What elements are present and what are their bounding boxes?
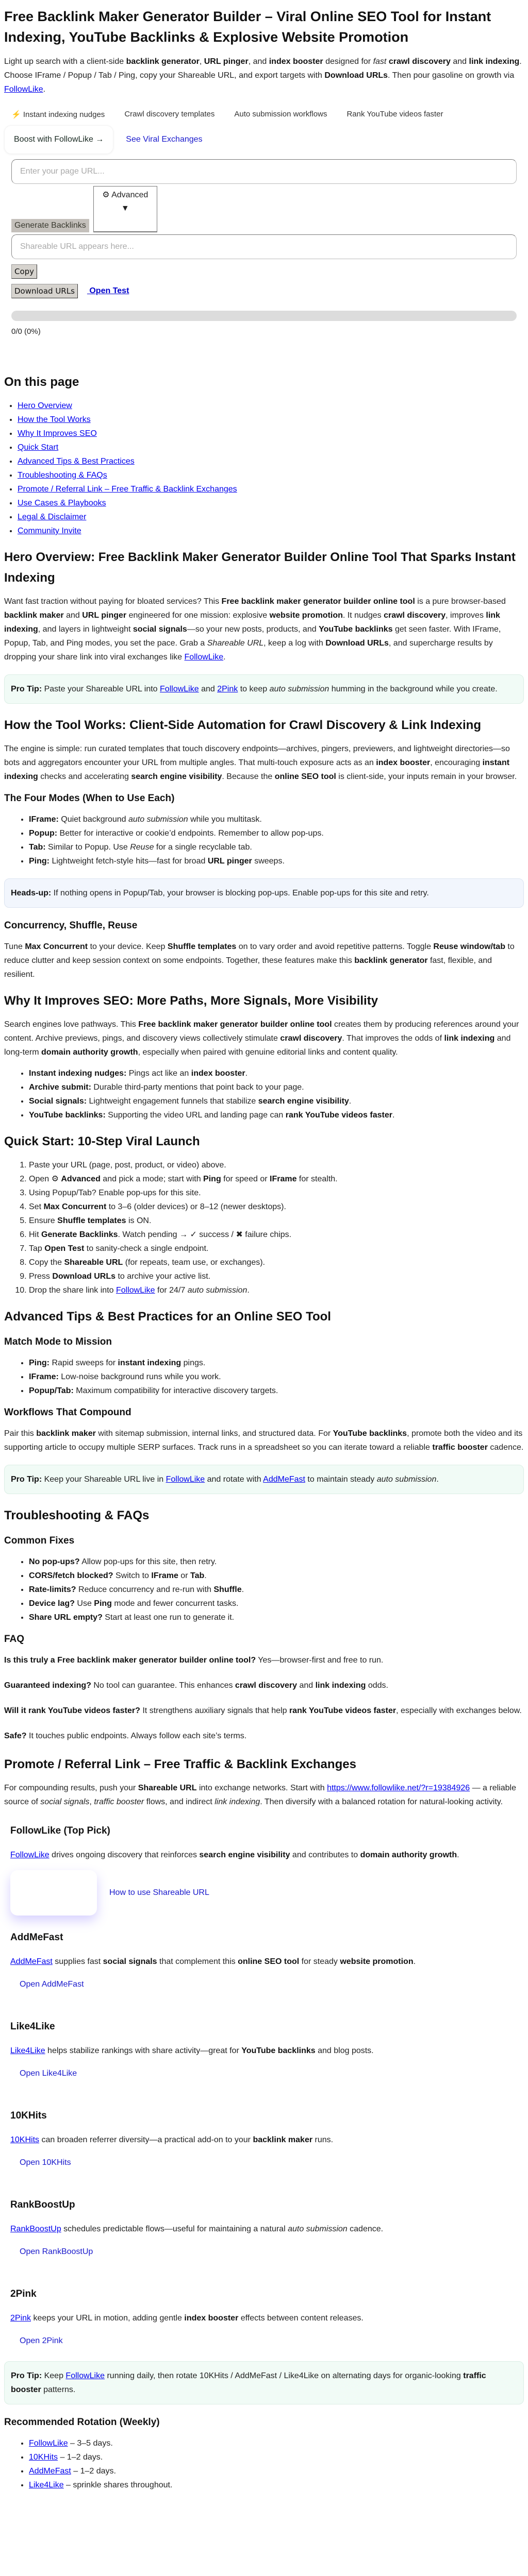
list-item: • Instant indexing nudges: Pings act like an index booster. (29, 1066, 524, 1080)
bold-text: IFrame (151, 1571, 178, 1580)
bold-text: YouTube backlinks (333, 1429, 407, 1438)
generate-backlinks-button[interactable]: Generate Backlinks (11, 219, 89, 232)
bold-text: Social signals: (29, 1097, 87, 1106)
bold-text: Download URLs (52, 1272, 116, 1281)
section-troubleshooting (4, 1505, 524, 1743)
bold-text: link indexing (315, 1681, 366, 1690)
italic-text: social signals (40, 1798, 90, 1806)
section-title: Why It Improves SEO: More Paths, More Signals, More Visibility (4, 994, 378, 1008)
exchange-desc: Like4Like helps stabilize rankings with share activity—great for YouTube backlinks and blog posts. (10, 2046, 374, 2055)
toc-title: On this page (4, 375, 79, 389)
bold-text: Advanced (61, 1175, 101, 1183)
faq-item: Is this truly a Free backlink maker generator builder online tool? Yes—browser-first and free to run. (4, 1656, 384, 1665)
section-title: Troubleshooting & FAQs (4, 1509, 150, 1522)
bold-text: Download URLs (324, 71, 388, 80)
italic-text: Shareable URL (207, 639, 264, 648)
bold-text: link indexing (4, 611, 500, 634)
inline-link[interactable]: FollowLike (184, 653, 224, 662)
inline-link[interactable]: FollowLike (29, 2439, 68, 2448)
copy-row (11, 264, 517, 279)
inline-link[interactable]: Like4Like (10, 2046, 45, 2055)
subsection-title: The Four Modes (When to Use Each) (4, 793, 175, 804)
bold-text: traffic booster (11, 2371, 486, 2394)
italic-text: auto submission (269, 685, 329, 693)
list-item: 1. Paste your URL (page, post, product, or video) above. (29, 1158, 524, 1172)
bold-text: Safe? (4, 1732, 27, 1740)
bold-text: search engine visibility (258, 1097, 349, 1106)
list-item: • Rate-limits? Reduce concurrency and re-run with Shuffle. (29, 1583, 524, 1597)
inline-link[interactable]: https://www.followlike.net/?r=19384926 (327, 1784, 470, 1792)
list-item: • IFrame: Low-noise background runs while you work. (29, 1370, 524, 1384)
list-item: • YouTube backlinks: Supporting the video URL and landing page can rank YouTube videos faster. (29, 1108, 524, 1122)
bold-text: traffic booster (432, 1443, 488, 1452)
subsection-title: FAQ (4, 1634, 25, 1645)
faq-item: Safe? It touches public endpoints. Always follow each site’s terms. (4, 1732, 247, 1740)
section-title: Promote / Referral Link – Free Traffic & Backlink Exchanges (4, 1757, 356, 1771)
list-item: 7. Tap Open Test to sanity-check a single endpoint. (29, 1242, 524, 1256)
bold-text: social signals (133, 625, 187, 634)
bold-text: Shareable URL (64, 1258, 123, 1267)
toc-link-why-improves-seo[interactable]: Why It Improves SEO (18, 429, 97, 438)
bold-text: IFrame: (29, 1372, 59, 1381)
bold-text: Download URLs (325, 639, 389, 648)
bold-text: Will it rank YouTube videos faster? (4, 1706, 140, 1715)
inline-link[interactable]: Like4Like (29, 2481, 64, 2489)
bold-text: Heads-up: (11, 889, 52, 897)
section-body: Want fast traction without paying for bloated services? This Free backlink maker generator builder online tool is a pure browser-based backlink maker and URL pinger engineered for one mission: explosive website promotion. It nudges crawl discovery, improves link indexing, and layers in lightweight social signals—so your new posts, products, and YouTube backlinks get seen faster. With IFrame, Popup, Tab, and Ping modes, you set the pace. Grab a Shareable URL, keep a log with Download URLs, and supercharge results by dropping your share link into viral exchanges like FollowLike. (4, 597, 506, 662)
steps-list (4, 1158, 524, 1297)
list-item: • Popup: Better for interactive or cookie’d endpoints. Remember to allow pop-ups. (29, 826, 524, 840)
bold-text: URL pinger (204, 57, 249, 66)
bold-text: crawl discovery (280, 1034, 342, 1043)
bold-text: Ping (203, 1175, 221, 1183)
bold-text: website promotion (340, 1957, 414, 1966)
list-item: 6. Hit Generate Backlinks. Watch pending → ✓ success / ✖ failure chips. (29, 1228, 524, 1242)
bold-text: website promotion (269, 611, 343, 620)
intro-text: Light up search with a client-side backlink generator, URL pinger, and index booster designed for fast crawl discovery and link indexing. Choose IFrame / Popup / Tab / Ping, copy your Shareable URL, and export targets with Download URLs. Then pour gasoline on growth via FollowLike. (4, 57, 522, 94)
toc-item (18, 468, 524, 482)
section-promote (4, 1754, 524, 2492)
list-item: 5. Ensure Shuffle templates is ON. (29, 1214, 524, 1228)
toc-item (18, 427, 524, 440)
bold-text: Reuse window/tab (433, 942, 505, 951)
bold-text: URL pinger (82, 611, 127, 620)
list-item: • No pop-ups? Allow pop-ups for this site, then retry. (29, 1555, 524, 1569)
toc-item (18, 524, 524, 538)
section-body: Tune Max Concurrent to your device. Keep Shuffle templates on to vary order and avoid repetitive patterns. Toggle Reuse window/tab to reduce clutter and keep session context on some endpoints. Together, these features make this backlink generator fast, flexible, and resilient. (4, 942, 515, 979)
copy-button[interactable]: Copy (11, 264, 37, 279)
bold-text: Free backlink maker generator builder online tool (138, 1020, 332, 1029)
table-of-contents (4, 372, 524, 538)
bold-text: link indexing (444, 1034, 495, 1043)
bold-text: Free backlink maker generator builder online tool (221, 597, 415, 606)
exchange-desc: AddMeFast supplies fast social signals that complement this online SEO tool for steady website promotion. (10, 1957, 416, 1966)
bold-text: Ping (94, 1599, 112, 1608)
bold-text: link indexing (469, 57, 520, 66)
toc-link-use-cases[interactable]: Use Cases & Playbooks (18, 499, 106, 507)
bold-text: backlink generator (354, 956, 428, 965)
gear-icon: ⚙ (102, 191, 110, 199)
list-item: 8. Copy the Shareable URL (for repeats, team use, or exchanges). (29, 1256, 524, 1269)
page-title: Free Backlink Maker Generator Builder – Viral Online SEO Tool for Instant Indexing, YouTube Backlinks & Explosive Website Promotion (4, 9, 491, 45)
section-title: Quick Start: 10-Step Viral Launch (4, 1134, 200, 1148)
open-followlike-button[interactable] (10, 1870, 97, 1916)
exchange-desc: RankBoostUp schedules predictable flows—useful for maintaining a natural auto submission cadence. (10, 2225, 384, 2233)
bold-text: Popup: (29, 829, 58, 838)
advanced-label: Advanced (111, 191, 148, 199)
exchange-desc: 2Pink keeps your URL in motion, adding gentle index booster effects between content releases. (10, 2314, 364, 2323)
bold-text: Popup/Tab: (29, 1386, 74, 1395)
italic-text: auto submission (288, 2225, 348, 2233)
inline-link[interactable]: 2Pink (217, 685, 238, 693)
inline-link[interactable]: 10KHits (29, 2453, 58, 2462)
bold-text: URL pinger (207, 857, 252, 866)
exchange-desc: FollowLike drives ongoing discovery that reinforces search engine visibility and contributes to domain authority growth. (10, 1851, 459, 1859)
exchange-card-like4like (4, 2020, 524, 2094)
list-item: • Ping: Lightweight fetch-style hits—fast for broad URL pinger sweeps. (29, 854, 524, 868)
backlink-tool (4, 159, 524, 336)
bold-text: index booster (376, 758, 431, 767)
exchange-name: 2Pink (10, 2289, 37, 2299)
list-item: • Popup/Tab: Maximum compatibility for interactive discovery targets. (29, 1384, 524, 1398)
bold-text: Shuffle (213, 1585, 242, 1594)
bold-text: online SEO tool (274, 772, 336, 781)
inline-link[interactable]: FollowLike (116, 1286, 155, 1295)
toc-item (18, 440, 524, 454)
bold-text: social signals (103, 1957, 157, 1966)
bold-text: Share URL empty? (29, 1613, 103, 1622)
bold-text: index booster (191, 1069, 245, 1078)
bold-text: IFrame (270, 1175, 297, 1183)
italic-text: auto submission (376, 1475, 437, 1484)
bold-text: YouTube backlinks: (29, 1111, 106, 1120)
list-item: • Ping: Rapid sweeps for instant indexing pings. (29, 1356, 524, 1370)
pro-tip-callout: Pro Tip: Keep FollowLike running daily, then rotate 10KHits / AddMeFast / Like4Like on alternating days for organic-looking traffic booster patterns. (4, 2361, 524, 2404)
how-to-use-shareable-url-link[interactable]: How to use Shareable URL (109, 1888, 209, 1897)
rotation-list (4, 2436, 524, 2492)
cta-row (4, 125, 524, 154)
bold-text: Max Concurrent (43, 1202, 107, 1211)
download-urls-button[interactable]: Download URLs (11, 284, 78, 298)
bold-text: Max Concurrent (25, 942, 88, 951)
exchange-desc: 10KHits can broaden referrer diversity—a practical add-on to your backlink maker runs. (10, 2136, 334, 2144)
bold-text: Shuffle templates (57, 1216, 126, 1225)
bold-text: crawl discovery (235, 1681, 297, 1690)
bold-text: Instant indexing nudges: (29, 1069, 127, 1078)
pro-tip-callout: Pro Tip: Keep your Shareable URL live in FollowLike and rotate with AddMeFast to maintain steady auto submission. (4, 1465, 524, 1494)
chip-crawl-discovery: Crawl discovery templates (124, 110, 215, 118)
list-item: • 10KHits – 1–2 days. (29, 2450, 524, 2464)
exchange-name: AddMeFast (10, 1932, 63, 1943)
list-item: 9. Press Download URLs to archive your active list. (29, 1269, 524, 1283)
faq-item: Guaranteed indexing? No tool can guarantee. This enhances crawl discovery and link indexing odds. (4, 1681, 388, 1690)
heads-up-callout: Heads-up: If nothing opens in Popup/Tab, your browser is blocking pop-ups. Enable pop-ups for this site and retry. (4, 878, 524, 908)
toc-link-community[interactable]: Community Invite (18, 527, 81, 535)
toc-item (18, 510, 524, 524)
section-body: For compounding results, push your Shareable URL into exchange networks. Start with https://www.followlike.net/?r=19384926 — a reliable source of social signals, traffic booster flows, and indirect link indexing. Then diversify with a balanced rotation for natural-looking activity. (4, 1784, 516, 1806)
match-list (4, 1356, 524, 1398)
exchange-name: RankBoostUp (10, 2199, 75, 2210)
benefits-list (4, 1066, 524, 1122)
toc-link-troubleshooting[interactable]: Troubleshooting & FAQs (18, 471, 107, 480)
list-item: 10. Drop the share link into FollowLike for 24/7 auto submission. (29, 1283, 524, 1297)
inline-link[interactable]: 2Pink (10, 2314, 31, 2323)
bold-text: Archive submit: (29, 1083, 91, 1092)
toc-link-promote[interactable]: Promote / Referral Link – Free Traffic & Backlink Exchanges (18, 485, 237, 494)
toc-list (4, 399, 524, 538)
shareable-url-field[interactable] (11, 234, 517, 259)
exchange-actions (10, 1870, 518, 1916)
toc-link-how-tool-works[interactable]: How the Tool Works (18, 415, 91, 424)
inline-link[interactable]: AddMeFast (10, 1957, 53, 1966)
inline-link[interactable]: FollowLike (4, 85, 43, 94)
exchange-name: FollowLike (Top Pick) (10, 1825, 110, 1836)
bold-text: Tab (190, 1571, 205, 1580)
exchange-card-followlike (4, 1824, 524, 1916)
bold-text: Guaranteed indexing? (4, 1681, 91, 1690)
pro-tip-callout: Pro Tip: Paste your Shareable URL into FollowLike and 2Pink to keep auto submission humming in the background while you create. (4, 674, 524, 704)
subsection-title: Common Fixes (4, 1535, 75, 1546)
bold-text: backlink maker (36, 1429, 96, 1438)
bold-text: Generate Backlinks (41, 1230, 118, 1239)
list-item: • Share URL empty? Start at least one run to generate it. (29, 1611, 524, 1624)
italic-text: fast (373, 57, 387, 66)
bold-text: crawl discovery (388, 57, 451, 66)
generate-row (11, 186, 517, 232)
bold-text: backlink maker (253, 2136, 313, 2144)
list-item: 2. Open ⚙ Advanced and pick a mode; start with Ping for speed or IFrame for stealth. (29, 1172, 524, 1186)
list-item: • AddMeFast – 1–2 days. (29, 2464, 524, 2478)
section-advanced-tips (4, 1307, 524, 1494)
section-body: Pair this backlink maker with sitemap submission, internal links, and structured data. For YouTube backlinks, promote both the video and its supporting article to occupy multiple SERP surfaces. Track runs in a spreadsheet so you can iterate toward a reliable traffic booster cadence. (4, 1429, 524, 1452)
bold-text: rank YouTube videos faster (285, 1111, 392, 1120)
see-viral-exchanges-link[interactable]: See Viral Exchanges (126, 135, 203, 144)
exchange-name: 10KHits (10, 2110, 47, 2121)
bold-text: Shuffle templates (167, 942, 237, 951)
bold-text: Ping: (29, 1359, 50, 1367)
italic-text: link indexing (214, 1798, 260, 1806)
bold-text: backlink maker (4, 611, 64, 620)
toc-link-advanced-tips[interactable]: Advanced Tips & Best Practices (18, 457, 135, 466)
bold-text: Ping: (29, 857, 50, 866)
open-10khits-button[interactable]: Open 10KHits (20, 2158, 71, 2167)
section-how-tool-works (4, 715, 524, 981)
boost-followlike-button[interactable]: Boost with FollowLike → (4, 125, 113, 154)
toc-link-legal[interactable]: Legal & Disclaimer (18, 513, 87, 521)
bold-text: domain authority growth (41, 1048, 138, 1057)
list-item: • Archive submit: Durable third-party mentions that point back to your page. (29, 1080, 524, 1094)
list-item: • Tab: Similar to Popup. Use Reuse for a single recyclable tab. (29, 840, 524, 854)
open-addmefast-button[interactable]: Open AddMeFast (20, 1980, 84, 1989)
toc-item (18, 399, 524, 413)
subsection-title: Match Mode to Mission (4, 1336, 112, 1347)
list-item: 3. Using Popup/Tab? Enable pop-ups for this site. (29, 1186, 524, 1200)
inline-link[interactable]: FollowLike (65, 2371, 105, 2380)
bold-text: Pro Tip: (11, 1475, 42, 1484)
bold-text: Is this truly a Free backlink maker generator builder online tool? (4, 1656, 256, 1665)
bold-text: search engine visibility (131, 772, 222, 781)
bold-text: Shareable URL (138, 1784, 197, 1792)
italic-text: auto submission (187, 1286, 248, 1295)
bold-text: crawl discovery (384, 611, 446, 620)
modes-list (4, 812, 524, 868)
section-body: The engine is simple: run curated templates that touch discovery endpoints—archives, pingers, previewers, and lightweight directories—so bots and aggregators encounter your URL from multiple angles. That multi-touch exposure acts as an index booster, encouraging instant indexing checks and accelerating search engine visibility. Because the online SEO tool is client-side, your inputs remain in your browser. (4, 744, 517, 781)
inline-link[interactable]: FollowLike (166, 1475, 205, 1484)
open-like4like-button[interactable]: Open Like4Like (20, 2069, 77, 2078)
section-body: Search engines love pathways. This Free backlink maker generator builder online tool creates them by producing references around your content. Archive previews, pings, and discovery views collectively stimulate crawl discovery. That improves the odds of link indexing and long-term domain authority growth, especially when paired with genuine editorial links and content quality. (4, 1020, 519, 1057)
open-rankboostup-button[interactable]: Open RankBoostUp (20, 2247, 93, 2256)
exchange-card-addmefast (4, 1931, 524, 2005)
subsection-title: Concurrency, Shuffle, Reuse (4, 920, 138, 931)
exchange-card-2pink (4, 2287, 524, 2351)
bold-text: rank YouTube videos faster (289, 1706, 397, 1715)
chip-instant-indexing: ⚡ Instant indexing nudges (11, 110, 105, 119)
toc-link-hero-overview[interactable]: Hero Overview (18, 401, 72, 410)
list-item: • FollowLike – 3–5 days. (29, 2436, 524, 2450)
bold-text: Rate-limits? (29, 1585, 76, 1594)
list-item: • IFrame: Quiet background auto submission while you multitask. (29, 812, 524, 826)
exchange-card-rankboostup (4, 2198, 524, 2272)
bold-text: Pro Tip: (11, 685, 42, 693)
inline-link[interactable]: AddMeFast (263, 1475, 305, 1484)
toc-item (18, 454, 524, 468)
bold-text: YouTube backlinks (241, 2046, 316, 2055)
fixes-list (4, 1555, 524, 1624)
bold-text: IFrame: (29, 815, 59, 824)
bold-text: search engine visibility (199, 1851, 290, 1859)
bold-text: CORS/fetch blocked? (29, 1571, 113, 1580)
bold-text: YouTube backlinks (319, 625, 393, 634)
feature-chips (4, 107, 524, 122)
section-title: Hero Overview: Free Backlink Maker Generator Builder Online Tool That Sparks Instant Indexing (4, 550, 516, 585)
inline-link[interactable]: FollowLike (160, 685, 199, 693)
bold-text: Pro Tip: (11, 2371, 42, 2380)
subsection-title: Recommended Rotation (Weekly) (4, 2417, 160, 2428)
toc-item (18, 496, 524, 510)
blank-spacer (4, 2499, 524, 2576)
bold-text: index booster (269, 57, 323, 66)
inline-link[interactable]: FollowLike (10, 1851, 50, 1859)
italic-text: Reuse (130, 843, 154, 852)
list-item: • Device lag? Use Ping mode and fewer concurrent tasks. (29, 1597, 524, 1611)
list-item: 4. Set Max Concurrent to 3–6 (older devices) or 8–12 (newer desktops). (29, 1200, 524, 1214)
bold-text: Open Test (44, 1244, 85, 1253)
inline-link[interactable]: 10KHits (10, 2136, 40, 2144)
toc-item (18, 413, 524, 427)
bold-text: No pop-ups? (29, 1557, 80, 1566)
caret-down-icon: ▼ (121, 204, 129, 213)
bold-text: instant indexing (118, 1359, 182, 1367)
faq-list (4, 1653, 524, 1743)
italic-text: auto submission (128, 815, 188, 824)
lightning-icon: ⚡ (11, 110, 21, 119)
progress-bar (11, 311, 517, 321)
progress-text: 0/0 (0%) (11, 327, 41, 336)
chip-rank-youtube: Rank YouTube videos faster (346, 110, 443, 118)
exchange-name: Like4Like (10, 2021, 55, 2032)
list-item: • Social signals: Lightweight engagement funnels that stabilize search engine visibility. (29, 1094, 524, 1108)
section-quick-start (4, 1131, 524, 1297)
open-test-link[interactable]: Open Test (87, 286, 129, 295)
page-url-input[interactable] (11, 159, 517, 184)
bold-text: instant indexing (4, 758, 510, 781)
list-item: • CORS/fetch blocked? Switch to IFrame or Tab. (29, 1569, 524, 1583)
italic-text: traffic booster (94, 1798, 144, 1806)
bold-text: index booster (184, 2314, 239, 2323)
inline-link[interactable]: AddMeFast (29, 2467, 71, 2476)
section-why-improves-seo (4, 991, 524, 1122)
bold-text: online SEO tool (238, 1957, 300, 1966)
bold-text: Tab: (29, 843, 46, 852)
faq-item: Will it rank YouTube videos faster? It strengthens auxiliary signals that help rank YouTube videos faster, especially with exchanges below. (4, 1706, 522, 1715)
subsection-title: Workflows That Compound (4, 1407, 131, 1418)
exchange-card-10khits (4, 2109, 524, 2183)
toc-link-quick-start[interactable]: Quick Start (18, 443, 59, 452)
download-row (11, 284, 517, 298)
open-2pink-button[interactable]: Open 2Pink (20, 2336, 63, 2345)
bold-text: backlink generator (126, 57, 200, 66)
bold-text: domain authority growth (360, 1851, 457, 1859)
chip-auto-submission: Auto submission workflows (234, 110, 327, 118)
toc-item (18, 482, 524, 496)
advanced-toggle[interactable] (93, 186, 157, 232)
list-item: • Like4Like – sprinkle shares throughout. (29, 2478, 524, 2492)
section-title: How the Tool Works: Client-Side Automation for Crawl Discovery & Link Indexing (4, 718, 481, 732)
bold-text: Device lag? (29, 1599, 75, 1608)
inline-link[interactable]: RankBoostUp (10, 2225, 61, 2233)
section-hero-overview (4, 547, 524, 704)
section-title: Advanced Tips & Best Practices for an Online SEO Tool (4, 1310, 331, 1324)
